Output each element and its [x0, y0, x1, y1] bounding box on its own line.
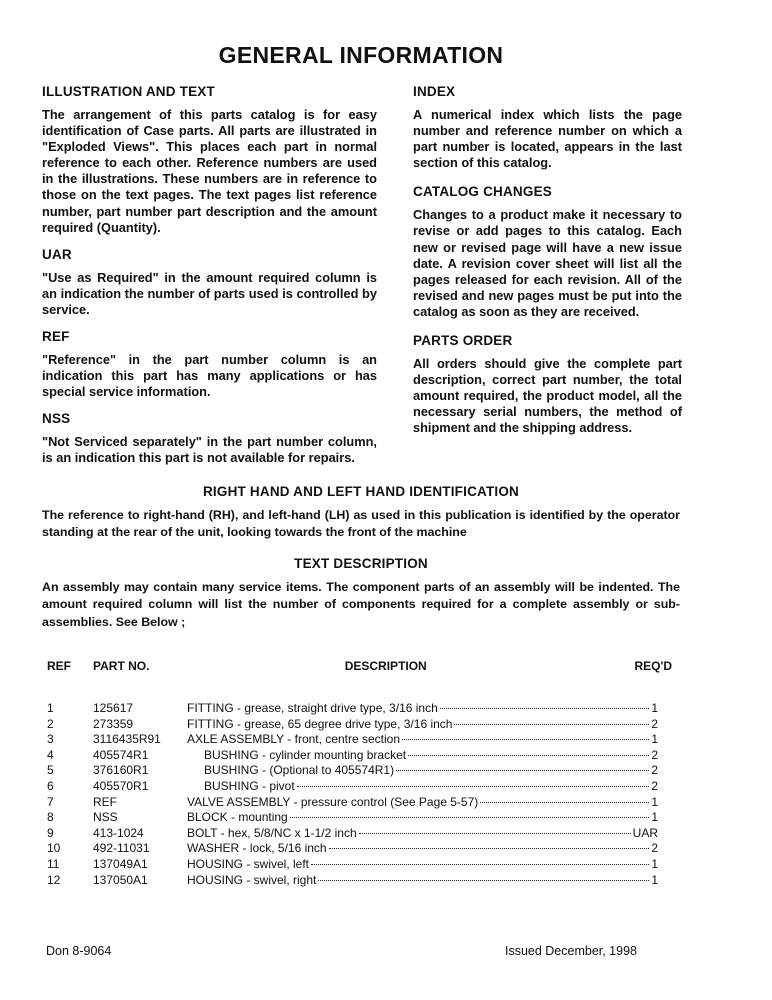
row-part-no: 413-1024 [93, 825, 144, 840]
row-body [187, 748, 672, 764]
dot-leader [440, 707, 650, 709]
header-part-no: PART NO. [93, 659, 150, 673]
dot-leader [318, 879, 649, 881]
section-ref [42, 329, 377, 400]
row-reqd: 1 [651, 856, 658, 871]
dot-leader [396, 769, 649, 771]
row-part-no: 405574R1 [93, 747, 149, 762]
text-description-heading: TEXT DESCRIPTION [294, 555, 428, 571]
text-description-section [42, 556, 680, 632]
row-reqd: 1 [651, 810, 658, 825]
table-row [47, 826, 672, 842]
table-row [47, 810, 672, 826]
section-heading: ILLUSTRATION AND TEXT [42, 84, 215, 99]
row-reqd: 2 [651, 763, 658, 778]
row-part-no: 137050A1 [93, 872, 148, 887]
dot-leader [408, 754, 649, 756]
row-body [187, 732, 672, 748]
section-catalog-changes [413, 184, 682, 320]
row-ref: 8 [47, 810, 54, 825]
row-description: FITTING - grease, straight drive type, 3/16 inch [187, 701, 438, 715]
dot-leader [402, 738, 649, 740]
dot-leader [311, 863, 649, 865]
row-description: FITTING - grease, 65 degree drive type, 3/16 inch [187, 716, 453, 731]
row-description: BOLT - hex, 5/8/NC x 1-1/2 inch [187, 825, 357, 840]
row-body [187, 717, 672, 733]
page-footer [46, 944, 724, 958]
row-ref: 1 [47, 701, 54, 715]
row-reqd: 2 [651, 778, 658, 793]
section-heading: INDEX [413, 84, 456, 99]
section-body: All orders should give the complete part description, correct part number, the total amount required, the product model, all the necessary serial numbers, the method of shipment and the shipping address. [413, 356, 682, 436]
row-ref: 11 [47, 856, 60, 871]
table-row [47, 748, 672, 764]
section-heading: NSS [42, 411, 71, 427]
row-ref: 2 [47, 716, 54, 731]
row-part-no: 137049A1 [93, 856, 148, 871]
row-body [187, 810, 672, 826]
row-body [187, 826, 672, 842]
row-body [187, 873, 672, 889]
parts-table [47, 659, 672, 888]
row-ref: 9 [47, 825, 54, 840]
row-reqd: UAR [632, 825, 658, 840]
row-reqd: 1 [651, 794, 658, 809]
issue-date: Issued December, 1998 [504, 944, 637, 958]
title-band [42, 42, 680, 69]
row-reqd: 2 [651, 747, 658, 762]
section-illustration-and-text [42, 84, 377, 236]
row-body [187, 841, 672, 857]
row-ref: 4 [47, 747, 54, 762]
row-reqd: 2 [651, 841, 658, 856]
doc-number: Don 8-9064 [46, 944, 112, 958]
table-row [47, 857, 672, 873]
section-body: A numerical index which lists the page number and reference number on which a part number is located, appears in the last section of this catalog. [413, 107, 682, 171]
section-uar [42, 247, 377, 318]
row-part-no: 3116435R91 [93, 732, 161, 747]
section-nss [42, 411, 377, 466]
row-reqd: 1 [651, 701, 658, 715]
dot-leader [329, 847, 650, 849]
row-part-no: 492-11031 [93, 841, 150, 856]
table-row [47, 873, 672, 889]
row-description: HOUSING - swivel, left [187, 856, 310, 871]
text-description-body: An assembly may contain many service items. The component parts of an assembly will be indented. The amount required column will list the number of components required for a complete assembly or sub-assemblies. See Below ; [42, 579, 680, 629]
row-description: WASHER - lock, 5/16 inch [187, 841, 327, 856]
row-ref: 12 [47, 872, 61, 887]
row-body [187, 779, 672, 795]
identification-section [42, 484, 680, 542]
row-body [187, 701, 672, 717]
row-ref: 5 [47, 763, 54, 778]
table-row [47, 779, 672, 795]
row-description: BUSHING - pivot [204, 778, 295, 793]
section-body: Changes to a product make it necessary to revise or add pages to this catalog. Each new or revised page will have a new issue date. A revision cover sheet will list all the pages released for each revision. All of the revised and new pages must be put into the catalog as soon as they are received. [413, 207, 682, 319]
section-body: "Reference" in the part number column is an indication this part has many applications or has special service information. [42, 352, 377, 400]
identification-heading: RIGHT HAND AND LEFT HAND IDENTIFICATION [202, 483, 520, 499]
row-reqd: 2 [651, 716, 658, 731]
row-ref: 6 [47, 778, 54, 793]
row-description: HOUSING - swivel, right [187, 872, 317, 887]
table-row [47, 701, 672, 717]
two-column-area [42, 84, 724, 478]
row-body [187, 763, 672, 779]
section-index [413, 84, 682, 171]
dot-leader [454, 723, 649, 725]
header-description: DESCRIPTION [344, 659, 427, 673]
right-column [413, 84, 682, 478]
row-body [187, 795, 672, 811]
parts-table-header [47, 659, 672, 673]
left-column [42, 84, 377, 478]
dot-leader [290, 816, 650, 818]
row-body [187, 857, 672, 873]
parts-table-body [47, 701, 672, 888]
row-part-no: 376160R1 [93, 763, 149, 778]
table-row [47, 763, 672, 779]
row-description: BLOCK - mounting [187, 810, 288, 825]
section-heading: REF [42, 329, 70, 345]
row-ref: 7 [47, 794, 54, 809]
section-heading: UAR [42, 246, 72, 262]
section-parts-order [413, 333, 682, 436]
section-heading: CATALOG CHANGES [413, 184, 552, 200]
row-description: BUSHING - (Optional to 405574R1) [204, 763, 395, 778]
header-reqd: REQ'D [634, 659, 672, 673]
table-row [47, 717, 672, 733]
row-ref: 10 [47, 841, 61, 856]
row-part-no: 405570R1 [93, 778, 149, 793]
row-part-no: NSS [93, 810, 118, 825]
section-body: "Use as Required" in the amount required column is an indication the number of parts used is controlled by service. [42, 269, 377, 317]
section-body: The arrangement of this parts catalog is for easy identification of Case parts. All parts are illustrated in "Exploded Views". This places each part in normal reference to each other. Reference numbers are used in the illustrations. These numbers are in reference to those on the text pages. The text pages list reference number, part number part description and the amount required (Quantity). [42, 107, 377, 235]
row-description: AXLE ASSEMBLY - front, centre section [187, 732, 400, 747]
row-ref: 3 [47, 732, 54, 747]
page-title: GENERAL INFORMATION [218, 42, 504, 68]
dot-leader [359, 832, 631, 834]
row-part-no: 273359 [93, 716, 134, 731]
row-description: VALVE ASSEMBLY - pressure control (See Page 5-57) [187, 794, 479, 809]
dot-leader [480, 801, 649, 803]
row-reqd: 1 [651, 872, 658, 887]
row-part-no: 125617 [93, 701, 134, 715]
table-row [47, 795, 672, 811]
row-reqd: 1 [651, 732, 658, 747]
table-row [47, 732, 672, 748]
table-row [47, 841, 672, 857]
dot-leader [297, 785, 650, 787]
section-body: "Not Serviced separately" in the part number column, is an indication this part is not available for repairs. [42, 434, 377, 466]
row-part-no: REF [93, 794, 117, 809]
header-ref: REF [47, 659, 71, 673]
row-description: BUSHING - cylinder mounting bracket [204, 747, 407, 762]
section-heading: PARTS ORDER [413, 333, 513, 349]
identification-body: The reference to right-hand (RH), and left-hand (LH) as used in this publication is identified by the operator standing at the rear of the unit, looking towards the front of the machine [42, 507, 680, 539]
